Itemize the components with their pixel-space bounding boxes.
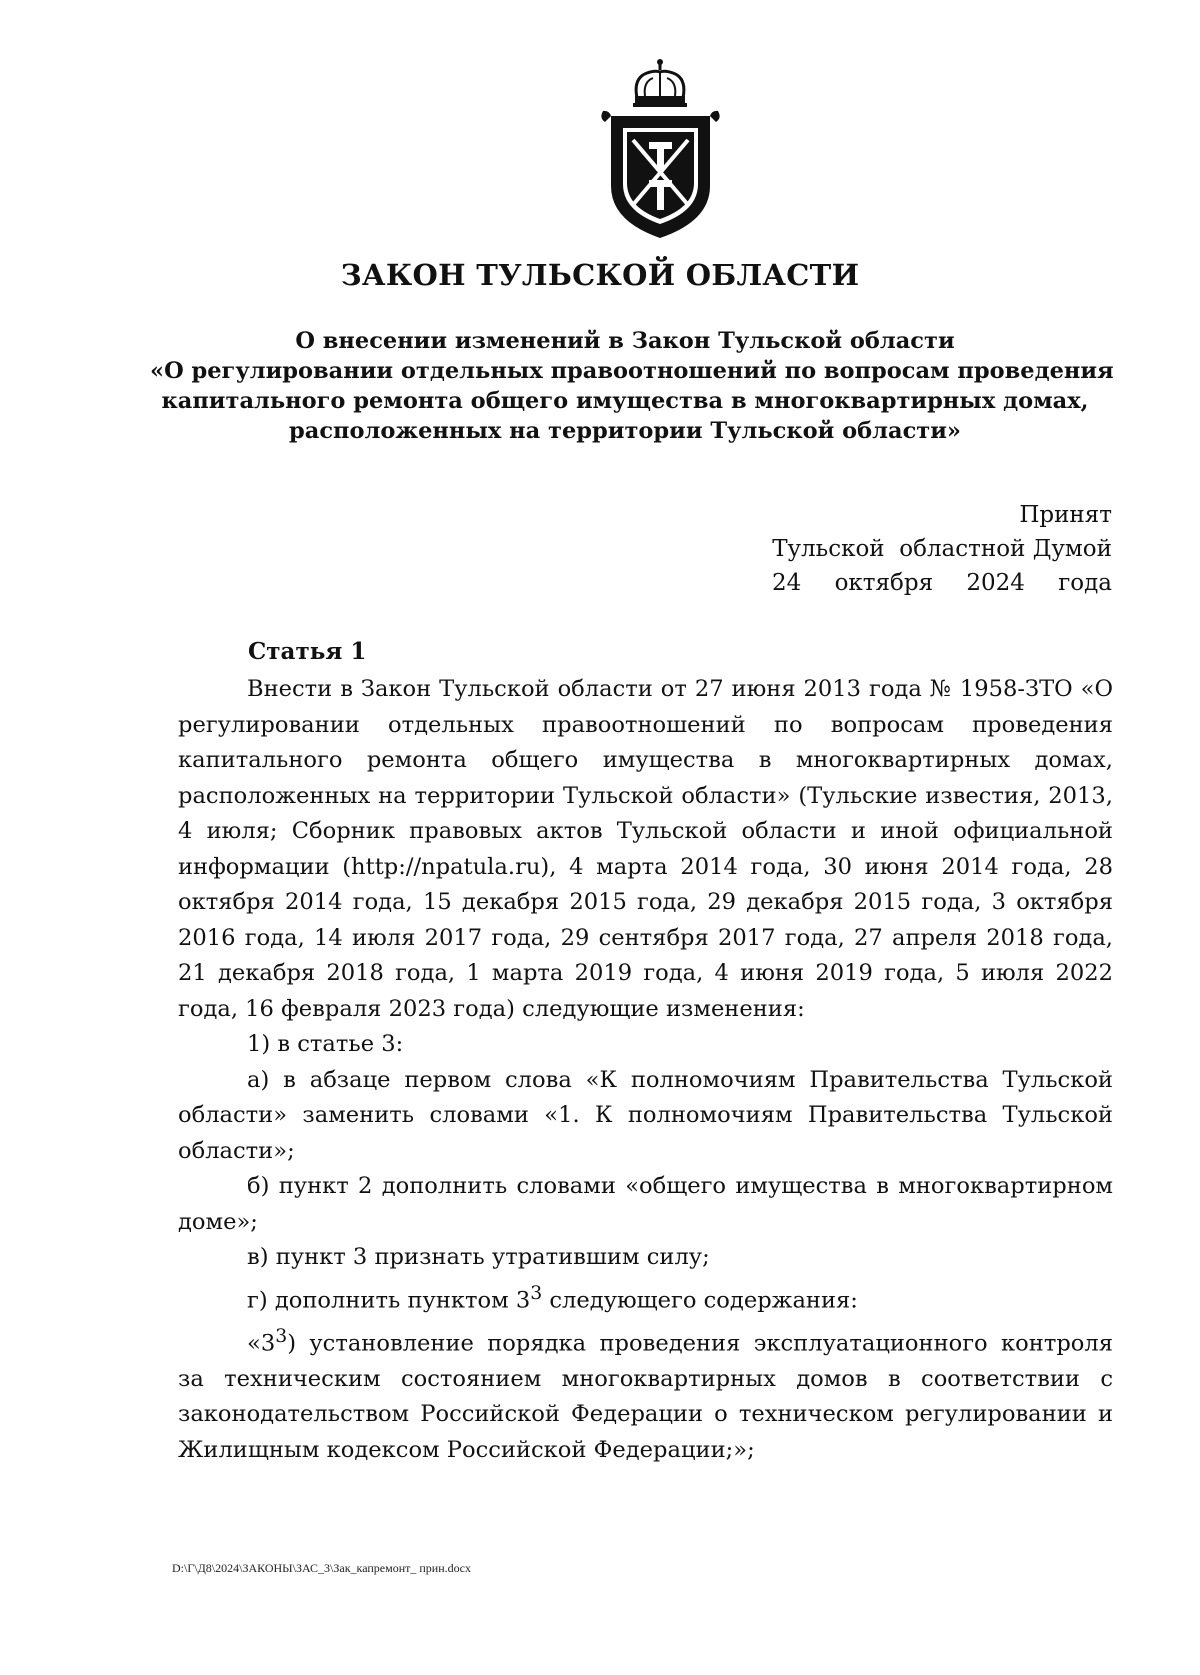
adoption-year-word: года xyxy=(1058,570,1112,596)
item-g-prefix: г) дополнить пунктом 3 xyxy=(247,1287,531,1314)
item-g-suffix: следующего содержания: xyxy=(542,1287,858,1314)
quote-text: ) установление порядка проведения эксплуатационного контроля за техническим состоянием многоквартирных домов в соответствии с законодательством Российской Федерации о техническом регулировании и Жилищным кодексом Российской Федерации;»; xyxy=(178,1330,1113,1463)
adopted-by: Тульской областной Думой xyxy=(772,536,1112,562)
file-path-footer: D:\Г\Д8\2024\ЗАКОНЫ\ЗАС_3\Зак_капремонт_ прин.docx xyxy=(172,1561,471,1575)
document-title: ЗАКОН ТУЛЬСКОЙ ОБЛАСТИ xyxy=(340,258,860,292)
adoption-year: 2024 xyxy=(966,570,1025,596)
paragraph: б) пункт 2 дополнить словами «общего имущества в многоквартирном доме»; xyxy=(178,1173,1113,1235)
item-g-superscript: 3 xyxy=(530,1282,543,1304)
adoption-day: 24 xyxy=(772,570,802,596)
adoption-month: октября xyxy=(834,570,934,596)
quote-superscript: 3 xyxy=(275,1325,288,1347)
paragraph: Внести в Закон Тульской области от 27 июня 2013 года № 1958-ЗТО «О регулировании отдельных правоотношений по вопросам проведения капитального ремонта общего имущества в многоквартирных домах, расположенных на территории Тульской области» (Тульские известия, 2013, 4 июля; Сборник правовых актов Тульской области и иной официальной информации (http://npatula.ru), 4 марта 2014 года, 30 июня 2014 года, 28 октября 2014 года, 15 декабря 2015 года, 29 декабря 2015 года, 3 октября 2016 года, 14 июля 2017 года, 29 сентября 2017 года, 27 апреля 2018 года, 21 декабря 2018 года, 1 марта 2019 года, 4 июня 2019 года, 5 июля 2022 года, 16 февраля 2023 года) следующие изменения: xyxy=(178,676,1113,1022)
article-body xyxy=(178,672,1113,1468)
subtitle-line: капитального ремонта общего имущества в многоквартирных домах, xyxy=(161,388,1089,414)
paragraph: в) пункт 3 признать утратившим силу; xyxy=(247,1244,710,1270)
law-subtitle xyxy=(150,326,1114,446)
quoted-paragraph xyxy=(178,1319,1113,1469)
subtitle-line: О внесении изменений в Закон Тульской области xyxy=(295,328,955,354)
article-heading: Статья 1 xyxy=(248,638,367,665)
paragraph: а) в абзаце первом слова «К полномочиям Правительства Тульской области» заменить словами «1. К полномочиям Правительства Тульской области»; xyxy=(178,1066,1113,1164)
subtitle-line: расположенных на территории Тульской области» xyxy=(289,418,961,444)
adopted-label: Принят xyxy=(1019,502,1112,528)
adoption-date xyxy=(772,566,1112,600)
adoption-block xyxy=(772,498,1112,600)
paragraph xyxy=(178,1276,1113,1319)
crown-icon xyxy=(633,59,687,107)
quote-open: «3 xyxy=(247,1330,276,1357)
tula-coat-of-arms-emblem xyxy=(593,56,728,241)
subtitle-line: «О регулировании отдельных правоотношений по вопросам проведения xyxy=(150,358,1114,384)
paragraph: 1) в статье 3: xyxy=(247,1031,404,1057)
